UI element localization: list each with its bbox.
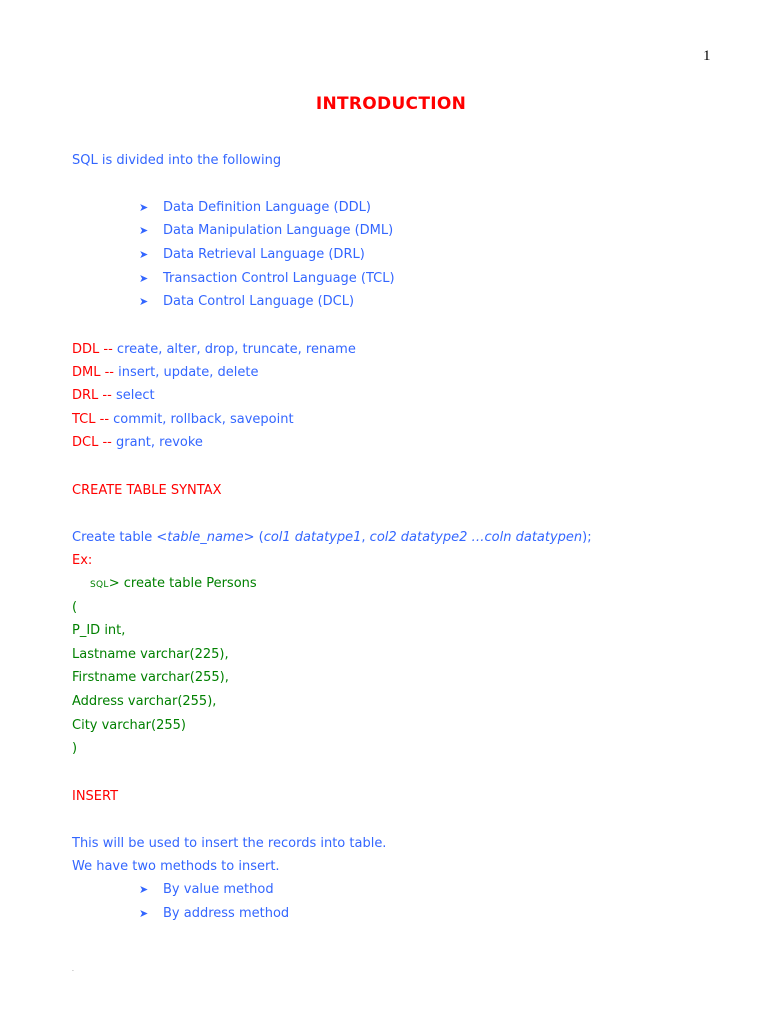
create-table-syntax: Create table <table_name> (col1 datatype1, col2 datatype2 …coln datatypen); [72, 530, 592, 545]
insert-description: This will be used to insert the records into table. [72, 836, 387, 851]
example-label: Ex: [72, 553, 93, 568]
list-item: ➤ Data Control Language (DCL) [139, 294, 355, 309]
code-line: ) [72, 741, 78, 756]
list-item: ➤ By value method [139, 882, 274, 897]
code-line: Firstname varchar(255), [72, 670, 229, 685]
footer-mark: . [72, 966, 74, 973]
code-line: P_ID int, [72, 623, 126, 638]
list-item: ➤ Transaction Control Language (TCL) [139, 271, 395, 286]
arrow-bullet-icon: ➤ [139, 272, 149, 285]
command-line-ddl: DDL -- create, alter, drop, truncate, rename [72, 342, 356, 357]
command-line-dcl: DCL -- grant, revoke [72, 435, 203, 450]
page-title: INTRODUCTION [315, 94, 467, 114]
sql-example-command: SQL> create table Persons [90, 576, 257, 591]
arrow-bullet-icon: ➤ [139, 883, 149, 896]
code-line: ( [72, 600, 78, 615]
arrow-bullet-icon: ➤ [139, 201, 149, 214]
create-table-heading: CREATE TABLE SYNTAX [72, 483, 222, 498]
list-item: ➤ Data Manipulation Language (DML) [139, 223, 394, 238]
list-item: ➤ By address method [139, 906, 290, 921]
intro-text: SQL is divided into the following [72, 153, 282, 168]
insert-description: We have two methods to insert. [72, 859, 280, 874]
arrow-bullet-icon: ➤ [139, 248, 149, 261]
page-number: 1 [703, 48, 711, 64]
code-line: Address varchar(255), [72, 694, 217, 709]
list-item: ➤ Data Definition Language (DDL) [139, 200, 371, 215]
command-line-drl: DRL -- select [72, 388, 155, 403]
sql-prompt: SQL [90, 580, 109, 590]
command-line-tcl: TCL -- commit, rollback, savepoint [72, 412, 294, 427]
arrow-bullet-icon: ➤ [139, 295, 149, 308]
insert-heading: INSERT [72, 789, 119, 804]
code-line: City varchar(255) [72, 718, 186, 733]
list-item: ➤ Data Retrieval Language (DRL) [139, 247, 365, 262]
command-line-dml: DML -- insert, update, delete [72, 365, 259, 380]
arrow-bullet-icon: ➤ [139, 907, 149, 920]
arrow-bullet-icon: ➤ [139, 224, 149, 237]
code-line: Lastname varchar(225), [72, 647, 229, 662]
